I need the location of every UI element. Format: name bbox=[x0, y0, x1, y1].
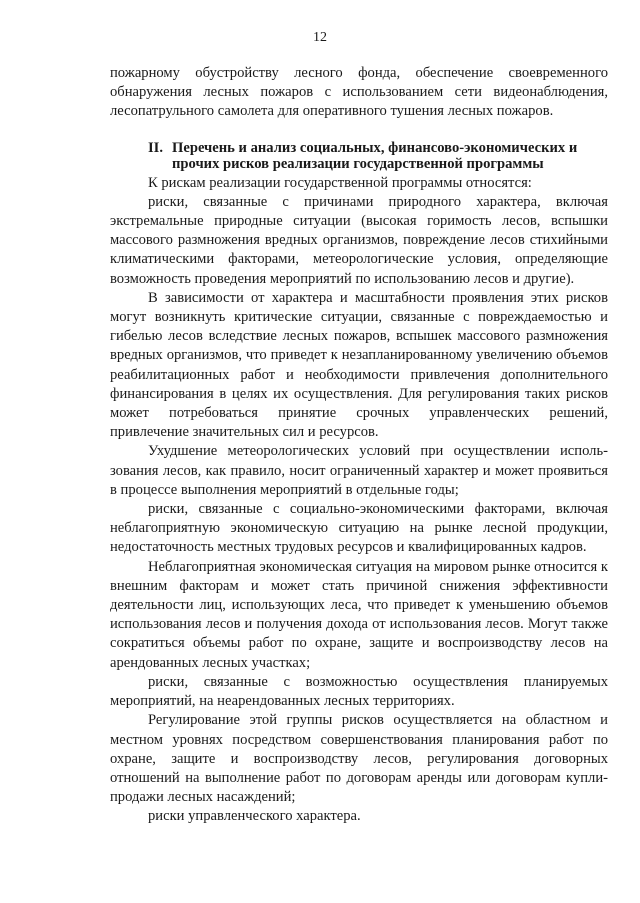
section-heading bbox=[110, 140, 608, 172]
document-body bbox=[110, 64, 608, 827]
section-title-line1: Перечень и анализ социальных, финансово-экономических и bbox=[172, 139, 578, 156]
section-title-line2: прочих рисков реализации государственной программы bbox=[172, 155, 544, 172]
page-number: 12 bbox=[313, 30, 327, 45]
paragraph: К рискам реализации государственной программы относятся: bbox=[148, 174, 532, 191]
paragraph: риски, связанные с возможностью осуществления планируемых мероприятий, на неарендованных лесных территориях. bbox=[110, 673, 608, 710]
paragraph: Ухудшение метеорологических условий при осуществлении использования лесов, как правило, носит ограниченный характер и может проявиться в процессе выполнения мероприятий в отдельные годы; bbox=[110, 443, 608, 498]
paragraph: риски, связанные с причинами природного характера, включая экстремальные природные ситуации (высокая горимость лесов, вспышки массового размножения вредных организмов, повреждение лесов стихийными климатическими факторами, метеорологические условия, определяющие возможность проведения мероприятий по использованию лесов и другие). bbox=[110, 193, 608, 287]
paragraph: Регулирование этой группы рисков осуществляется на областном и местном уровнях посредством совершенствования планирования работ по охране, защите и воспроизводству лесов, регулирования договорных отношений на выполнение работ по договорам аренды или договорам купли-продажи лесных насаждений; bbox=[110, 712, 608, 806]
paragraph: риски управленческого характера. bbox=[148, 808, 361, 825]
intro-paragraph: пожарному обустройству лесного фонда, обеспечение своевременного обнаружения лесных пожаров с использованием сети видеонаблюдения, лесопатрульного самолета для оперативного тушения лесных пожаров. bbox=[110, 65, 608, 120]
paragraph: В зависимости от характера и масштабности проявления этих рисков могут возникнуть критические ситуации, связанные с повреждаемостью и гибелью лесов вследствие лесных пожаров, вспышек массового размножения вредных организмов, что приведет к незапланированному увеличению объемов реабилитационных работ и необходимости привлечения дополнительного финансирования в целях их осуществления. Для регулирования таких рисков может потребоваться принятие срочных управленческих решений, привлечение значительных сил и ресурсов. bbox=[110, 289, 608, 441]
section-number: II. bbox=[148, 139, 164, 156]
paragraph: риски, связанные с социально-экономическими факторами, включая неблагоприятную экономическую ситуацию на рынке лесной продукции, недостаточность местных трудовых ресурсов и квалифицированных кадров. bbox=[110, 501, 608, 556]
paragraph: Неблагоприятная экономическая ситуация на мировом рынке относится к внешним факторам и может стать причиной снижения эффективности деятельности лиц, использующих леса, что приведет к уменьшению объемов использования лесов и получения дохода от использования лесов. Могут также сократиться объемы работ по охране, защите и воспроизводству лесов на арендованных лесных участках; bbox=[110, 558, 608, 671]
